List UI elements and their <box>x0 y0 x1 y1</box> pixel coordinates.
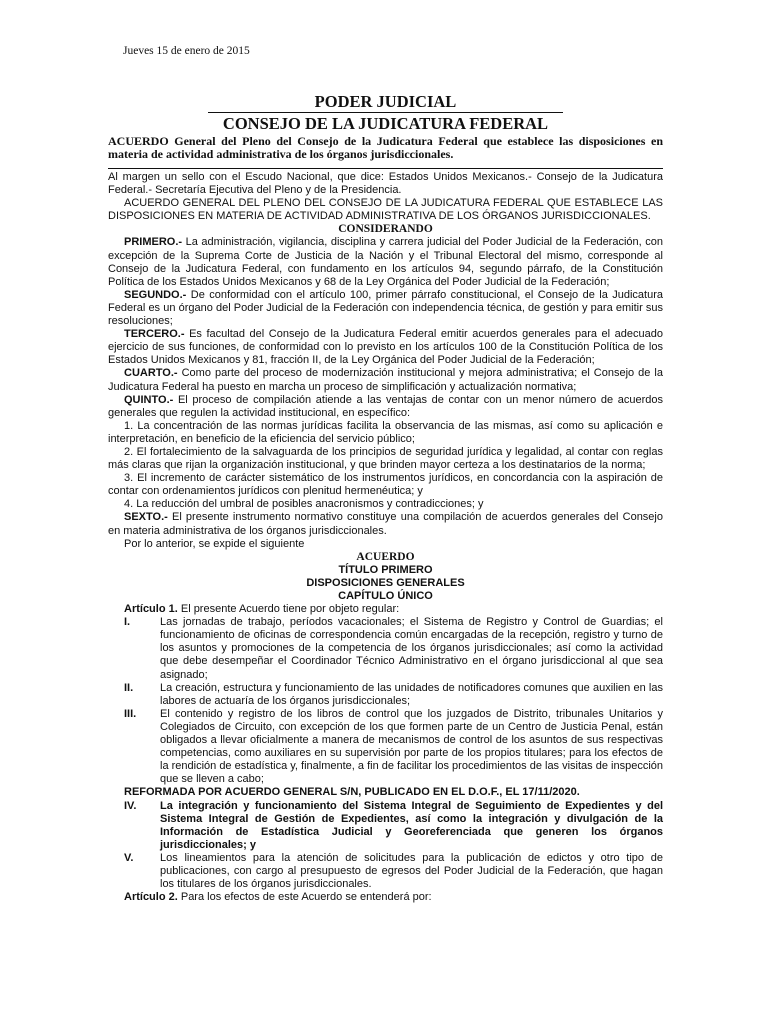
considerando-primero: PRIMERO.- La administración, vigilancia, disciplina y carrera judicial del Poder Judicial de la Federación, con excepción de la Suprema Corte de Justicia de la Nación y el Tribunal Electoral del mismo, corresponde al Consejo de la Judicatura Federal, con fundamento en los artículos 94, segundo párrafo, de la Constitución Política de los Estados Unidos Mexicanos y 68 de la Ley Orgánica del Poder Judicial de la Federación; <box>108 236 663 288</box>
fraccion-item: II. La creación, estructura y funcionamiento de las unidades de notificadores comunes que auxilien en las labores de actuaría de los órganos jurisdiccionales; <box>124 681 663 707</box>
fraccion-item: V. Los lineamientos para la atención de solicitudes para la publicación de edictos y otro tipo de publicaciones, con cargo al presupuesto de egresos del Poder Judicial de la Federación, que hagan los titulares de los órganos jurisdiccionales. <box>124 851 663 891</box>
ventaja-item: 4. La reducción del umbral de posibles anacronismos y contradicciones; y <box>124 498 484 511</box>
disposiciones-heading: DISPOSICIONES GENERALES <box>306 576 465 589</box>
considerando-cuarto: CUARTO.- Como parte del proceso de modernización institucional y mejora administrativa; el Consejo de la Judicatura Federal ha puesto en marcha un proceso de simplificación y actualización normativa; <box>108 367 663 393</box>
acuerdo-heading: ACUERDO <box>356 550 415 563</box>
heading-consejo: CONSEJO DE LA JUDICATURA FEDERAL <box>222 114 549 133</box>
heading-rule <box>208 112 563 113</box>
ventaja-item: 2. El fortalecimiento de la salvaguarda de los principios de seguridad jurídica y legalidad, al contar con reglas más claras que rijan la organización institucional, y que brinden mayor certeza a los destinatarios de la norma; <box>108 445 663 472</box>
considerando-quinto: QUINTO.- El proceso de compilación atiende a las ventajas de contar con un menor número de acuerdos generales que regulen la actividad institucional, en específico: <box>108 393 663 419</box>
heading-poder-judicial: PODER JUDICIAL <box>314 92 457 111</box>
document-lead: ACUERDO General del Pleno del Consejo de la Judicatura Federal que establece las disposiciones en materia de actividad administrativa de los órganos jurisdiccionales. <box>108 134 663 161</box>
considerando-heading: CONSIDERANDO <box>338 223 433 236</box>
body-rule <box>108 168 663 169</box>
considerando-segundo: SEGUNDO.- De conformidad con el artículo 100, primer párrafo constitucional, el Consejo de la Judicatura Federal es un órgano del Poder Judicial de la Federación con independencia técnica, de gestión y para emitir sus resoluciones; <box>108 288 663 328</box>
ventaja-item: 1. La concentración de las normas jurídicas facilita la observancia de las mismas, así como su aplicación e interpretación, en beneficio de la eficiencia del servicio público; <box>108 419 663 445</box>
articulo-1: Artículo 1. El presente Acuerdo tiene por objeto regular: <box>124 603 400 616</box>
reforma-note: REFORMADA POR ACUERDO GENERAL S/N, PUBLICADO EN EL D.O.F., EL 17/11/2020. <box>124 786 580 799</box>
fraccion-item: I. Las jornadas de trabajo, períodos vacacionales; el Sistema de Registro y Control de Guardias; el funcionamiento de oficinas de correspondencia común encargadas de la recepción, registro y turno de los asuntos y promociones de la competencia de los órganos jurisdiccionales; así como la actividad que debe desempeñar el Coordinador Técnico Administrativo en el órgano jurisdiccional al que sea asignado; <box>124 616 663 681</box>
por-lo-anterior: Por lo anterior, se expide el siguiente <box>124 537 305 550</box>
titulo-heading: TÍTULO PRIMERO <box>338 563 433 576</box>
document-body <box>108 168 663 904</box>
caps-title: ACUERDO GENERAL DEL PLENO DEL CONSEJO DE LA JUDICATURA FEDERAL QUE ESTABLECE LAS DISPOSICIONES EN MATERIA DE ACTIVIDAD ADMINISTRATIVA DE LOS ÓRGANOS JURISDICCIONALES. <box>108 197 663 223</box>
ventaja-item: 3. El incremento de carácter sistemático de los instrumentos jurídicos, en concordancia con la aspiración de contar con ordenamientos jurídicos con plenitud hermenéutica; y <box>108 472 663 498</box>
fraccion-item: IV. La integración y funcionamiento del Sistema Integral de Seguimiento de Expedientes y del Sistema Integral de Gestión de Expedientes, así como la integración y divulgación de la Información de Estadística Judicial y Georeferenciada que generen los órganos jurisdiccionales; y <box>124 799 663 851</box>
publication-date: Jueves 15 de enero de 2015 <box>123 45 250 57</box>
considerando-tercero: TERCERO.- Es facultad del Consejo de la Judicatura Federal emitir acuerdos generales para el adecuado ejercicio de sus funciones, de conformidad con lo previsto en los artículos 100 de la Constitución Política de los Estados Unidos Mexicanos y 81, fracción II, de la Ley Orgánica del Poder Judicial de la Federación; <box>108 328 663 367</box>
articulo-2: Artículo 2. Para los efectos de este Acuerdo se entenderá por: <box>124 891 432 904</box>
margin-note: Al margen un sello con el Escudo Nacional, que dice: Estados Unidos Mexicanos.- Consejo de la Judicatura Federal.- Secretaría Ejecutiva del Pleno y de la Presidencia. <box>108 171 663 197</box>
capitulo-heading: CAPÍTULO ÚNICO <box>338 590 433 602</box>
fraccion-item: III. El contenido y registro de los libros de control que los juzgados de Distrito, tribunales Unitarios y Colegiados de Circuito, con excepción de los que formen parte de un Centro de Justicia Penal, están obligados a llevar oficialmente a manera de mecanismos de control de los asuntos de sus respectivas competencias, como auxiliares en su supervisión por parte de los propios titulares; para los efectos de la rendición de estadística y, finalmente, a fin de facilitar los procedimientos de las visitas de inspección que se lleven a cabo; <box>124 707 664 786</box>
considerando-sexto: SEXTO.- El presente instrumento normativo constituye una compilación de acuerdos generales del Consejo en materia administrativa de los órganos jurisdiccionales. <box>108 511 663 537</box>
